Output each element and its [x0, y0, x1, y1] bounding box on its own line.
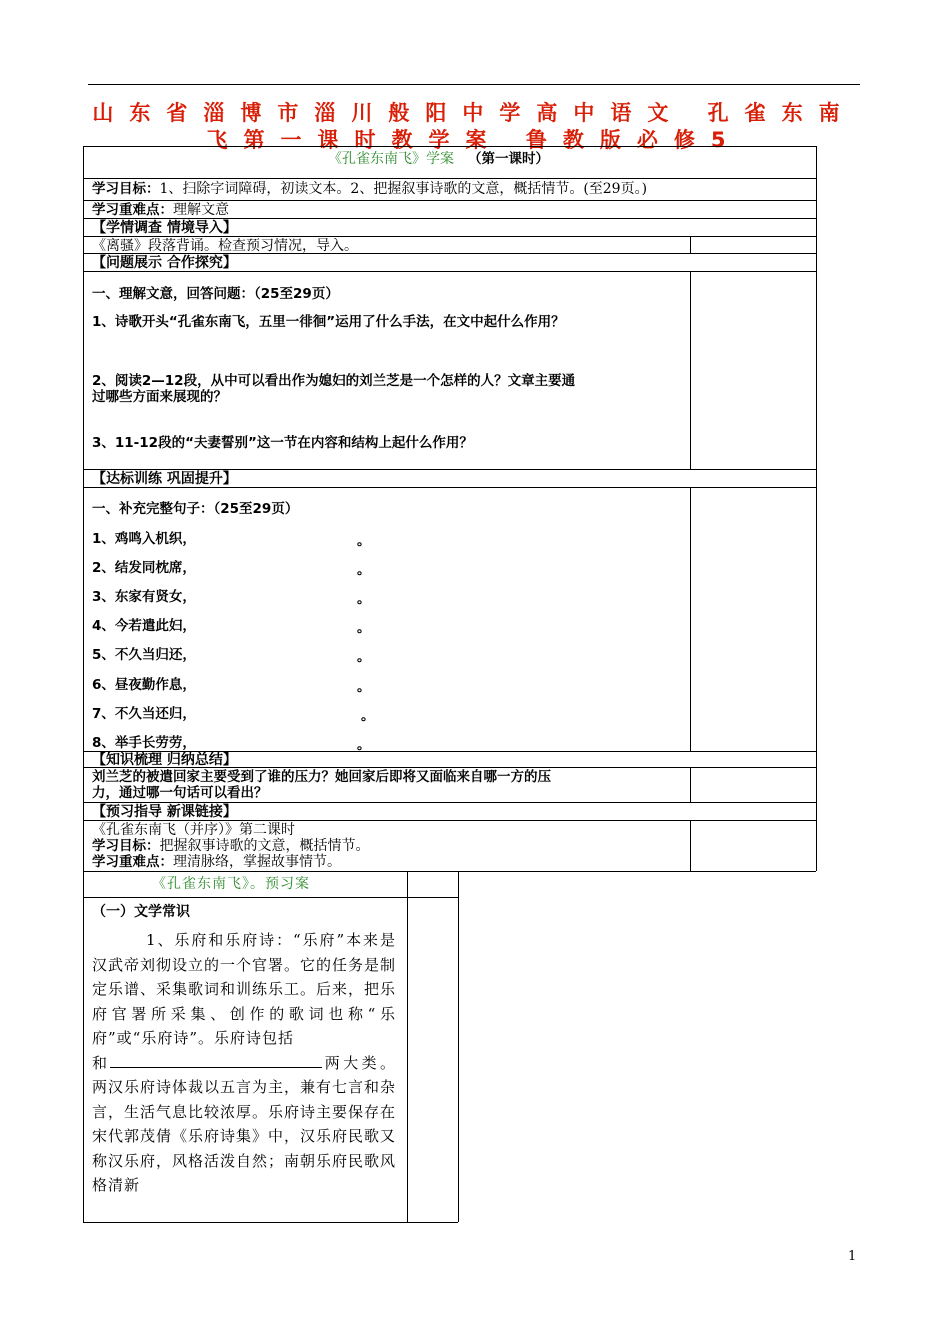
- fill-end-1: 。: [357, 533, 371, 549]
- header-rule: [88, 84, 860, 85]
- question-3: 3、11-12段的“夫妻誓别”这一节在内容和结构上起什么作用？: [92, 435, 473, 451]
- question-2-line1: 2、阅读2—12段，从中可以看出作为媳妇的刘兰芝是一个怎样的人？文章主要通: [92, 373, 576, 389]
- explore-heading: 【问题展示 合作探究】: [92, 255, 237, 271]
- survey-heading: 【学情调查 情境导入】: [92, 220, 237, 236]
- literature-paragraph: 1、乐府和乐府诗：“乐府”本来是汉武帝刘彻设立的一个官署。它的任务是制定乐谱、采集歌词和训练乐工。后来，把乐府官署所采集、创作的歌词也称“乐府”或“乐府诗”。乐府诗包括 和 两大类。两汉乐府诗体裁以五言为主，兼有七言和杂言，生活气息比较浓厚。乐府诗主要保存在宋代郭茂倩《乐府诗集》中，汉乐府民歌又称汉乐府，风格活泼自然；南朝乐府民歌风格清新: [92, 931, 397, 1194]
- fill-item-3: 3、东家有贤女，: [92, 589, 196, 605]
- fill-item-2: 2、结发同枕席，: [92, 560, 196, 576]
- fill-item-8: 8、举手长劳劳，: [92, 735, 196, 751]
- fill-end-6: 。: [357, 679, 371, 695]
- fill-item-4: 4、今若遣此妇，: [92, 618, 196, 634]
- preview-key-points: 学习重难点：理清脉络，掌握故事情节。: [92, 854, 341, 870]
- fill-end-7: 。: [361, 708, 375, 724]
- survey-text: 《离骚》段落背诵。检查预习情况，导入。: [92, 238, 358, 254]
- training-intro: 一、补充完整句子：（25至29页）: [92, 501, 299, 517]
- learning-goals: 学习目标：1、扫除字词障碍，初读文本。2、把握叙事诗歌的文意，概括情节。(至29页。): [92, 181, 648, 197]
- summary-line1: 刘兰芝的被遣回家主要受到了谁的压力？她回家后即将又面临来自哪一方的压: [92, 769, 551, 785]
- literature-section-heading: （一）文学常识: [92, 904, 190, 920]
- fill-end-8: 。: [357, 737, 371, 753]
- fill-item-6: 6、昼夜勤作息，: [92, 677, 196, 693]
- preview-goals: 学习目标：把握叙事诗歌的文意，概括情节。: [92, 838, 370, 854]
- preview-title: 《孔雀东南飞（并序）》第二课时: [92, 822, 295, 838]
- question-2-line2: 过哪些方面来展现的？: [92, 389, 227, 405]
- fill-item-1: 1、鸡鸣入机织，: [92, 531, 196, 547]
- fill-item-5: 5、不久当归还，: [92, 647, 196, 663]
- fill-end-2: 。: [357, 562, 371, 578]
- summary-heading: 【知识梳理 归纳总结】: [92, 752, 237, 768]
- answer-blank[interactable]: [110, 1053, 322, 1068]
- training-heading: 【达标训练 巩固提升】: [92, 471, 237, 487]
- preview-table-title: 《孔雀东南飞》。预习案: [152, 876, 310, 892]
- document-title-line2: 飞第一课时教学案 鲁教版必修5: [206, 128, 742, 152]
- fill-item-7: 7、不久当还归，: [92, 706, 196, 722]
- document-title-line1: 山东省淄博市淄川般阳中学高中语文 孔雀东南: [92, 101, 856, 125]
- question-1: 1、诗歌开头“孔雀东南飞，五里一徘徊”运用了什么手法，在文中起什么作用？: [92, 314, 565, 330]
- fill-end-4: 。: [357, 620, 371, 636]
- lesson-title: 《孔雀东南飞》学案 （第一课时）: [328, 151, 549, 167]
- preview-heading: 【预习指导 新课链接】: [92, 804, 237, 820]
- fill-end-5: 。: [357, 649, 371, 665]
- key-points: 学习重难点：理解文意: [92, 202, 229, 218]
- page-number: 1: [848, 1249, 857, 1264]
- explore-intro: 一、理解文意，回答问题：（25至29页）: [92, 286, 339, 302]
- fill-end-3: 。: [357, 591, 371, 607]
- summary-line2: 力，通过哪一句话可以看出？: [92, 785, 268, 801]
